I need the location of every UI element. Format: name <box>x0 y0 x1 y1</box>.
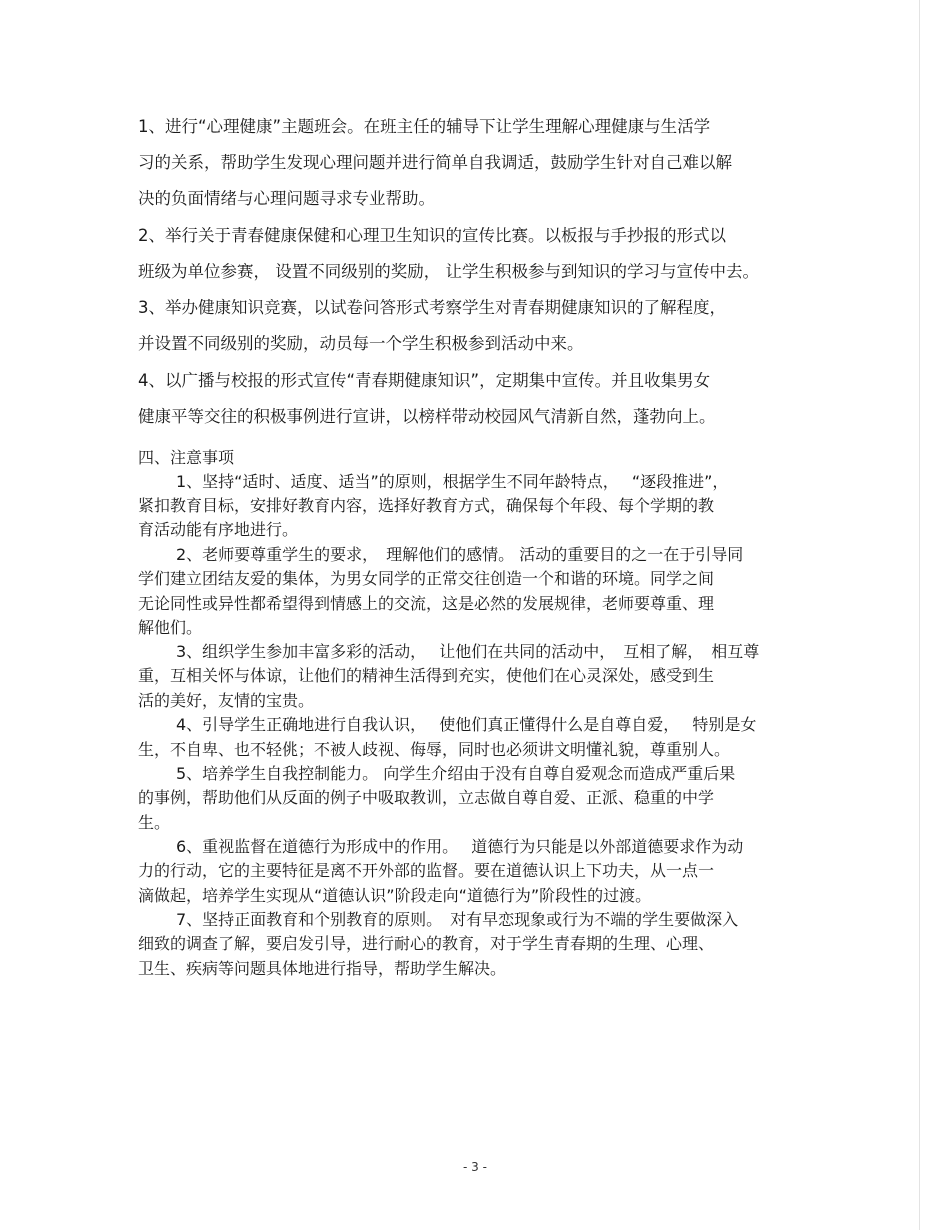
note-2-line-2: 学们建立团结友爱的集体，为男女同学的正常交往创造一个和谐的环境。同学之间 <box>138 569 715 588</box>
note-3-line-2: 重，互相关怀与体谅，让他们的精神生活得到充实，使他们在心灵深处，感受到生 <box>138 666 715 685</box>
note-6-line-3: 滴做起，培养学生实现从“道德认识”阶段走向“道德行为”阶段性的过渡。 <box>138 886 652 905</box>
note-3-line-1: 3、组织学生参加丰富多彩的活动， 让他们在共同的活动中， 互相了解， 相互尊 <box>176 642 760 661</box>
page-edge-divider <box>919 0 920 1230</box>
note-1-line-1: 1、坚持“适时、适度、适当”的原则，根据学生不同年龄特点， “逐段推进”， <box>176 472 729 491</box>
note-2-line-4: 解他们。 <box>138 618 203 637</box>
note-2-line-1: 2、老师要尊重学生的要求， 理解他们的感情。 活动的重要目的之一在于引导同 <box>176 545 744 564</box>
note-1-line-3: 育活动能有序地进行。 <box>138 520 299 539</box>
note-2-line-3: 无论同性或异性都希望得到情感上的交流，这是必然的发展规律，老师要尊重、理 <box>138 594 715 613</box>
note-7-line-1: 7、坚持正面教育和个别教育的原则。 对有早恋现象或行为不端的学生要做深入 <box>176 910 739 929</box>
note-5-line-2: 的事例，帮助他们从反面的例子中吸取教训，立志做自尊自爱、正派、稳重的中学 <box>138 788 715 807</box>
note-3-line-3: 活的美好，友情的宝贵。 <box>138 691 315 710</box>
page-number: - 3 - <box>463 1160 487 1174</box>
note-6-line-2: 力的行动，它的主要特征是离不开外部的监督。要在道德认识上下功夫，从一点一 <box>138 861 715 880</box>
activity-2-line-2: 班级为单位参赛， 设置不同级别的奖励， 让学生积极参与到知识的学习与宣传中去。 <box>138 262 759 281</box>
note-5-line-1: 5、培养学生自我控制能力。 向学生介绍由于没有自尊自爱观念而造成严重后果 <box>176 764 736 783</box>
note-7-line-2: 细致的调查了解，要启发引导，进行耐心的教育，对于学生青春期的生理、心理、 <box>138 934 715 953</box>
note-5-line-3: 生。 <box>138 813 171 832</box>
activity-1-line-2: 习的关系，帮助学生发现心理问题并进行简单自我调适，鼓励学生针对自己难以解 <box>138 153 732 172</box>
activity-1-line-3: 决的负面情绪与心理问题寻求专业帮助。 <box>138 189 435 208</box>
notes-heading: 四、注意事项 <box>138 448 235 467</box>
note-6-line-1: 6、重视监督在道德行为形成中的作用。 道德行为只能是以外部道德要求作为动 <box>176 837 744 856</box>
activity-1-line-1: 1、进行“心理健康”主题班会。在班主任的辅导下让学生理解心理健康与生活学 <box>138 117 711 136</box>
activity-4-line-2: 健康平等交往的积极事例进行宣讲，以榜样带动校园风气清新自然，蓬勃向上。 <box>138 407 716 426</box>
activity-3-line-1: 3、举办健康知识竞赛，以试卷问答形式考察学生对青春期健康知识的了解程度， <box>138 298 726 317</box>
activity-3-line-2: 并设置不同级别的奖励，动员每一个学生积极参到活动中来。 <box>138 334 584 353</box>
note-4-line-1: 4、引导学生正确地进行自我认识， 使他们真正懂得什么是自尊自爱， 特别是女 <box>176 715 757 734</box>
activity-2-line-1: 2、举行关于青春健康保健和心理卫生知识的宣传比赛。以板报与手抄报的形式以 <box>138 226 726 245</box>
activity-4-line-1: 4、以广播与校报的形式宣传“青春期健康知识”，定期集中宣传。并且收集男女 <box>138 371 711 390</box>
note-4-line-2: 生，不自卑、也不轻佻；不被人歧视、侮辱，同时也必须讲文明懂礼貌，尊重别人。 <box>138 740 731 759</box>
note-1-line-2: 紧扣教育目标，安排好教育内容，选择好教育方式，确保每个年段、每个学期的教 <box>138 496 715 515</box>
note-7-line-3: 卫生、疾病等问题具体地进行指导，帮助学生解决。 <box>138 959 507 978</box>
